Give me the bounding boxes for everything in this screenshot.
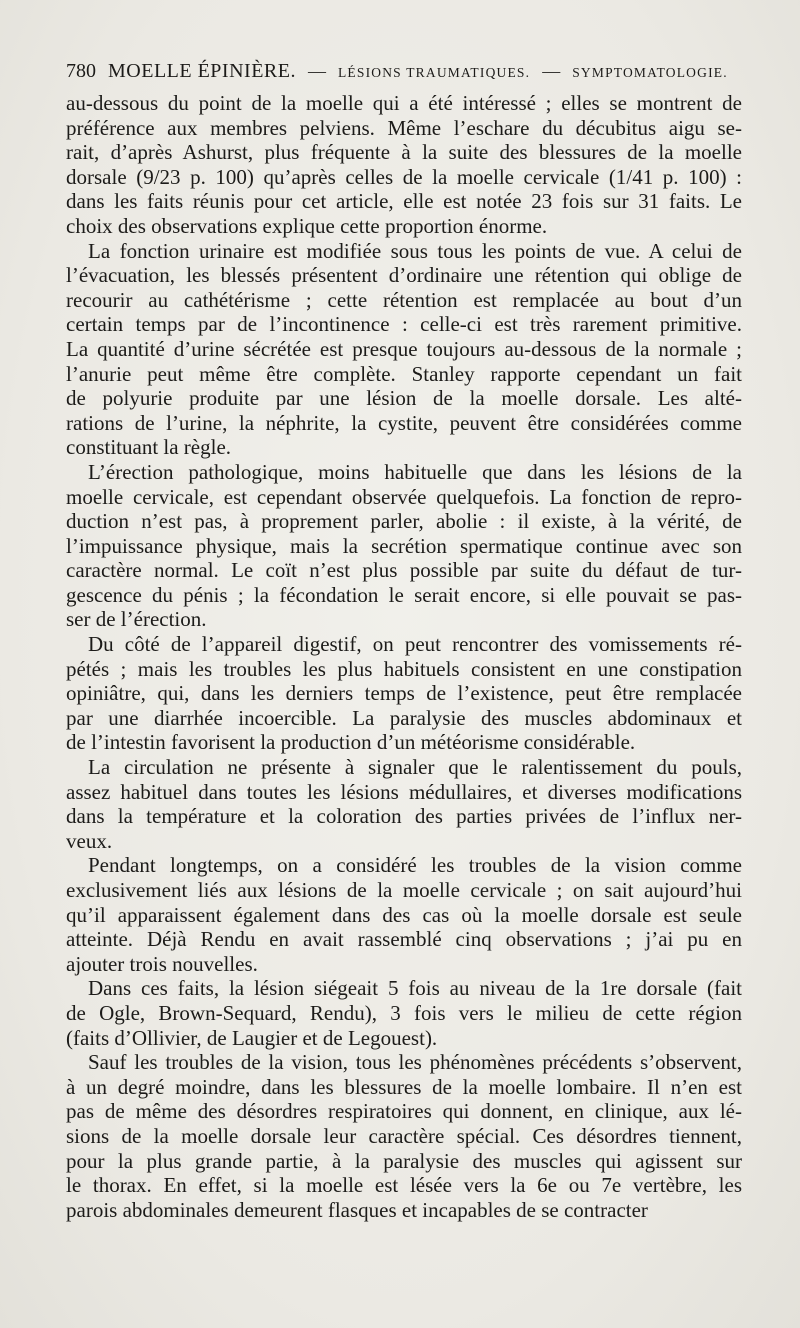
text-line: L’érection pathologique, moins habituelle que dans les lésions de la	[88, 459, 742, 484]
text-line: La fonction urinaire est modifiée sous tous les points de vue. A celui de	[88, 238, 742, 263]
text-line: rations de l’urine, la néphrite, la cystite, peuvent être considérées comme	[66, 410, 742, 435]
text-line: pour la plus grande partie, à la paralysie des muscles qui agissent sur	[66, 1148, 742, 1173]
text-line: sions de la moelle dorsale leur caractère spécial. Ces désordres tiennent,	[66, 1123, 742, 1148]
text-line: recourir au cathétérisme ; cette rétention est remplacée au bout d’un	[66, 287, 742, 312]
text-line: Sauf les troubles de la vision, tous les phénomènes précédents s’observent,	[88, 1050, 742, 1075]
text-line: Du côté de l’appareil digestif, on peut rencontrer des vomissements ré-	[88, 632, 742, 657]
text-line: pas de même des désordres respiratoires qui donnent, en clinique, aux lé-	[66, 1099, 742, 1124]
text-line: au-dessous du point de la moelle qui a été intéressé ; elles se montrent de	[66, 91, 742, 115]
text-line: atteinte. Déjà Rendu en avait rassemblé cinq observations ; j’ai pu en	[66, 927, 742, 952]
text-line: qu’il apparaissent également dans des cas où la moelle dorsale est seule	[66, 902, 742, 927]
text-line: constituant la règle.	[66, 435, 232, 460]
header-dash: —	[542, 61, 561, 81]
text-line: l’impuissance physique, mais la secrétion spermatique continue avec son	[66, 533, 742, 558]
text-line: de polyurie produite par une lésion de la moelle dorsale. Les alté-	[66, 386, 742, 411]
paragraph	[66, 632, 742, 755]
paragraph	[66, 976, 742, 1050]
text-line: certain temps par de l’incontinence : celle-ci est très rarement primitive.	[66, 312, 742, 337]
text-line: ajouter trois nouvelles.	[66, 951, 258, 976]
header-subsection: SYMPTOMATOLOGIE.	[572, 65, 728, 80]
text-line: dorsale (9/23 p. 100) qu’après celles de la moelle cervicale (1/41 p. 100) :	[66, 164, 742, 189]
header-dash: —	[307, 61, 326, 81]
text-line: préférence aux membres pelviens. Même l’eschare du décubitus aigu se-	[66, 115, 742, 140]
text-line: par une diarrhée incoercible. La paralysie des muscles abdominaux et	[66, 705, 742, 730]
paragraph	[66, 239, 742, 460]
text-line: assez habituel dans toutes les lésions médullaires, et diverses modifications	[66, 779, 742, 804]
page-number: 780	[66, 60, 96, 82]
text-line: Dans ces faits, la lésion siégeait 5 fois au niveau de la 1re dorsale (fait	[88, 976, 742, 1001]
text-line: caractère normal. Le coït n’est plus possible par suite du défaut de tur-	[66, 558, 742, 583]
header-section: LÉSIONS TRAUMATIQUES.	[337, 65, 531, 80]
paragraph	[66, 853, 742, 976]
text-line: choix des observations explique cette proportion énorme.	[66, 213, 548, 238]
text-line: opiniâtre, qui, dans les derniers temps de l’existence, peut être remplacée	[66, 681, 742, 706]
text-line: pétés ; mais les troubles les plus habituels consistent en une constipation	[66, 656, 742, 681]
text-line: de l’intestin favorisent la production d’un météorisme considérable.	[66, 730, 636, 755]
text-line: veux.	[66, 828, 113, 853]
text-line: l’évacuation, les blessés présentent d’ordinaire une rétention qui oblige de	[66, 263, 742, 288]
paragraph	[66, 460, 742, 632]
text-line: l’anurie peut même être complète. Stanley rapporte cependant un fait	[66, 361, 742, 386]
text-line: moelle cervicale, est cependant observée quelquefois. La fonction de repro-	[66, 484, 742, 509]
paragraph	[66, 755, 742, 853]
text-line: duction n’est pas, à proprement parler, abolie : il existe, à la vérité, de	[66, 509, 742, 534]
text-line: dans les faits réunis pour cet article, elle est notée 23 fois sur 31 faits. Le	[66, 189, 742, 214]
text-line: (faits d’Ollivier, de Laugier et de Legouest).	[66, 1025, 438, 1050]
text-line: ser de l’érection.	[66, 607, 207, 632]
text-line: dans la température et la coloration des parties privées de l’influx ner-	[66, 804, 742, 829]
text-line: gescence du pénis ; la fécondation le serait encore, si elle pouvait se pas-	[66, 582, 742, 607]
text-line: le thorax. En effet, si la moelle est lésée vers la 6e ou 7e vertèbre, les	[66, 1173, 742, 1198]
text-line: parois abdominales demeurent flasques et incapables de se contracter	[66, 1197, 648, 1222]
text-line: rait, d’après Ashurst, plus fréquente à la suite des blessures de la moelle	[66, 140, 742, 165]
text-line: La quantité d’urine sécrétée est presque toujours au-dessous de la normale ;	[66, 336, 742, 361]
text-line: de Ogle, Brown-Sequard, Rendu), 3 fois vers le milieu de cette région	[66, 1000, 742, 1025]
text-line: La circulation ne présente à signaler que le ralentissement du pouls,	[88, 755, 742, 780]
text-line: Pendant longtemps, on a considéré les troubles de la vision comme	[88, 853, 742, 878]
header-title: MOELLE ÉPINIÈRE.	[108, 60, 296, 82]
body-text	[66, 91, 742, 1222]
text-line: à un degré moindre, dans les blessures de la moelle lombaire. Il n’en est	[66, 1074, 742, 1099]
paragraph	[66, 1050, 742, 1222]
paragraph	[66, 91, 742, 239]
text-line: exclusivement liés aux lésions de la moelle cervicale ; on sait aujourd’hui	[66, 878, 742, 902]
running-header	[66, 60, 746, 88]
